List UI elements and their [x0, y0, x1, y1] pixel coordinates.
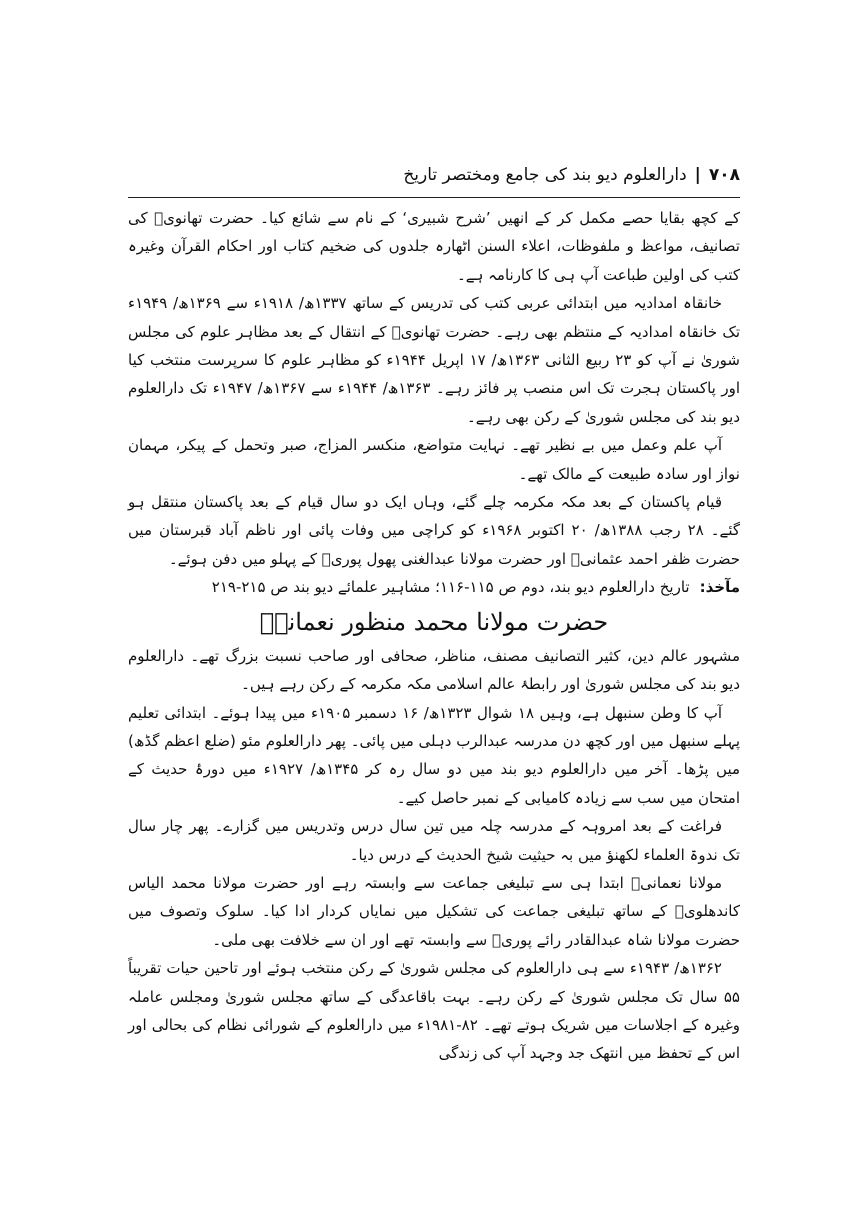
- paragraph: مولانا نعمانیؒ ابتدا ہی سے تبلیغی جماعت سے وابستہ رہے اور حضرت مولانا محمد الیاس کاندھلویؒ کے ساتھ تبلیغی جماعت کی تشکیل میں نمایاں کردار ادا کیا۔ سلوک وتصوف میں حضرت مولانا شاہ عبدالقادر رائے پوریؒ سے وابستہ تھے اور ان سے خلافت بھی ملی۔: [128, 873, 740, 949]
- paragraph: مشہور عالم دین، کثیر التصانیف مصنف، مناظر، صحافی اور صاحب نسبت بزرگ تھے۔ دارالعلوم دیو بند کی مجلس شوریٰ اور رابطۂ عالم اسلامی مکہ مکرمہ کے رکن رہے ہیں۔: [128, 646, 740, 694]
- section-title: حضرت مولانا محمد منظور نعمانیؒ: [259, 607, 609, 636]
- header-rule: [128, 197, 740, 198]
- page-body: [128, 204, 740, 1078]
- paragraph: خانقاہ امدادیہ میں ابتدائی عربی کتب کی تدریس کے ساتھ ۱۳۳۷ھ/ ۱۹۱۸ء سے ۱۳۶۹ھ/ ۱۹۴۹ء تک خانقاہ امدادیہ کے منتظم بھی رہے۔ حضرت تھانویؒ کے انتقال کے بعد مظاہر علوم کی مجلس شوریٰ نے آپ کو ۲۳ ربیع الثانی ۱۳۶۳ھ/ ۱۷ اپریل ۱۹۴۴ء کو مظاہر علوم کا سرپرست منتخب کیا اور پاکستان ہجرت تک اس منصب پر فائز رہے۔ ۱۳۶۳ھ/ ۱۹۴۴ء سے ۱۳۶۷ھ/ ۱۹۴۷ء تک دارالعلوم دیو بند کی مجلس شوریٰ کے رکن بھی رہے۔: [128, 294, 741, 426]
- paragraph: کے کچھ بقایا حصے مکمل کر کے انھیں ’شرح شبیری‘ کے نام سے شائع کیا۔ حضرت تھانویؒ کی تصانیف، مواعظ و ملفوظات، اعلاء السنن اٹھارہ جلدوں کی ضخیم کتاب اور احکام القرآن وغیرہ کتب کی اولین طباعت آپ ہی کا کارنامہ ہے۔: [128, 209, 740, 284]
- header-separator: |: [694, 165, 701, 185]
- sources-label: مآخذ:: [699, 578, 740, 597]
- book-title: دارالعلوم دیو بند کی جامع ومختصر تاریخ: [403, 165, 687, 185]
- paragraph: آپ کا وطن سنبھل ہے، وہیں ۱۸ شوال ۱۳۲۳ھ/ ۱۶ دسمبر ۱۹۰۵ء میں پیدا ہوئے۔ ابتدائی تعلیم پہلے سنبھل میں اور کچھ دن مدرسہ عبدالرب دہلی میں پائی۔ پھر دارالعلوم مئو (ضلع اعظم گڈھ) میں پڑھا۔ آخر میں دارالعلوم دیو بند میں دو سال رہ کر ۱۳۴۵ھ/ ۱۹۲۷ء میں دورۂ حدیث کے امتحان میں سب سے زیادہ کامیابی کے نمبر حاصل کیے۔: [128, 703, 741, 807]
- paragraph: فراغت کے بعد امروہہ کے مدرسہ چلہ میں تین سال درس وتدریس میں گزارے۔ پھر چار سال تک ندوۃ العلماء لکھنؤ میں بہ حیثیت شیخ الحدیث کے درس دیا۔: [128, 817, 740, 864]
- running-header: [128, 160, 740, 190]
- paragraph: ۱۳۶۲ھ/ ۱۹۴۳ء سے ہی دارالعلوم کی مجلس شوریٰ کے رکن منتخب ہوئے اور تاحین حیات تقریباً ۵۵ سال تک مجلس شوریٰ کے رکن رہے۔ بہت باقاعدگی کے ساتھ مجلس شوریٰ ومجلس عاملہ وغیرہ کے اجلاسات میں شریک ہوتے تھے۔ ۸۲-۱۹۸۱ء میں دارالعلوم کے شورائی نظام کی بحالی اور اس کے تحفظ میں انتھک جد وجہد آپ کی زندگی: [128, 959, 741, 1063]
- sources-line: [128, 573, 740, 601]
- page-number: ۷۰۸: [708, 165, 740, 185]
- paragraph: قیام پاکستان کے بعد مکہ مکرمہ چلے گئے، وہاں ایک دو سال قیام کے بعد پاکستان منتقل ہو گئے۔ ۲۸ رجب ۱۳۸۸ھ/ ۲۰ اکتوبر ۱۹۶۸ء کو کراچی میں وفات پائی اور ناظم آباد قبرستان میں حضرت ظفر احمد عثمانیؒ اور حضرت مولانا عبدالغنی پھول پوریؒ کے پہلو میں دفن ہوئے۔: [128, 493, 741, 568]
- paragraph: آپ علم وعمل میں بے نظیر تھے۔ نہایت متواضع، منکسر المزاج، صبر وتحمل کے پیکر، مہمان نواز اور سادہ طبیعت کے مالک تھے۔: [128, 436, 740, 483]
- sources-text: تاریخ دارالعلوم دیو بند، دوم ص ۱۱۵-۱۱۶؛ مشاہیر علمائے دیو بند ص ۲۱۵-۲۱۹: [211, 578, 690, 597]
